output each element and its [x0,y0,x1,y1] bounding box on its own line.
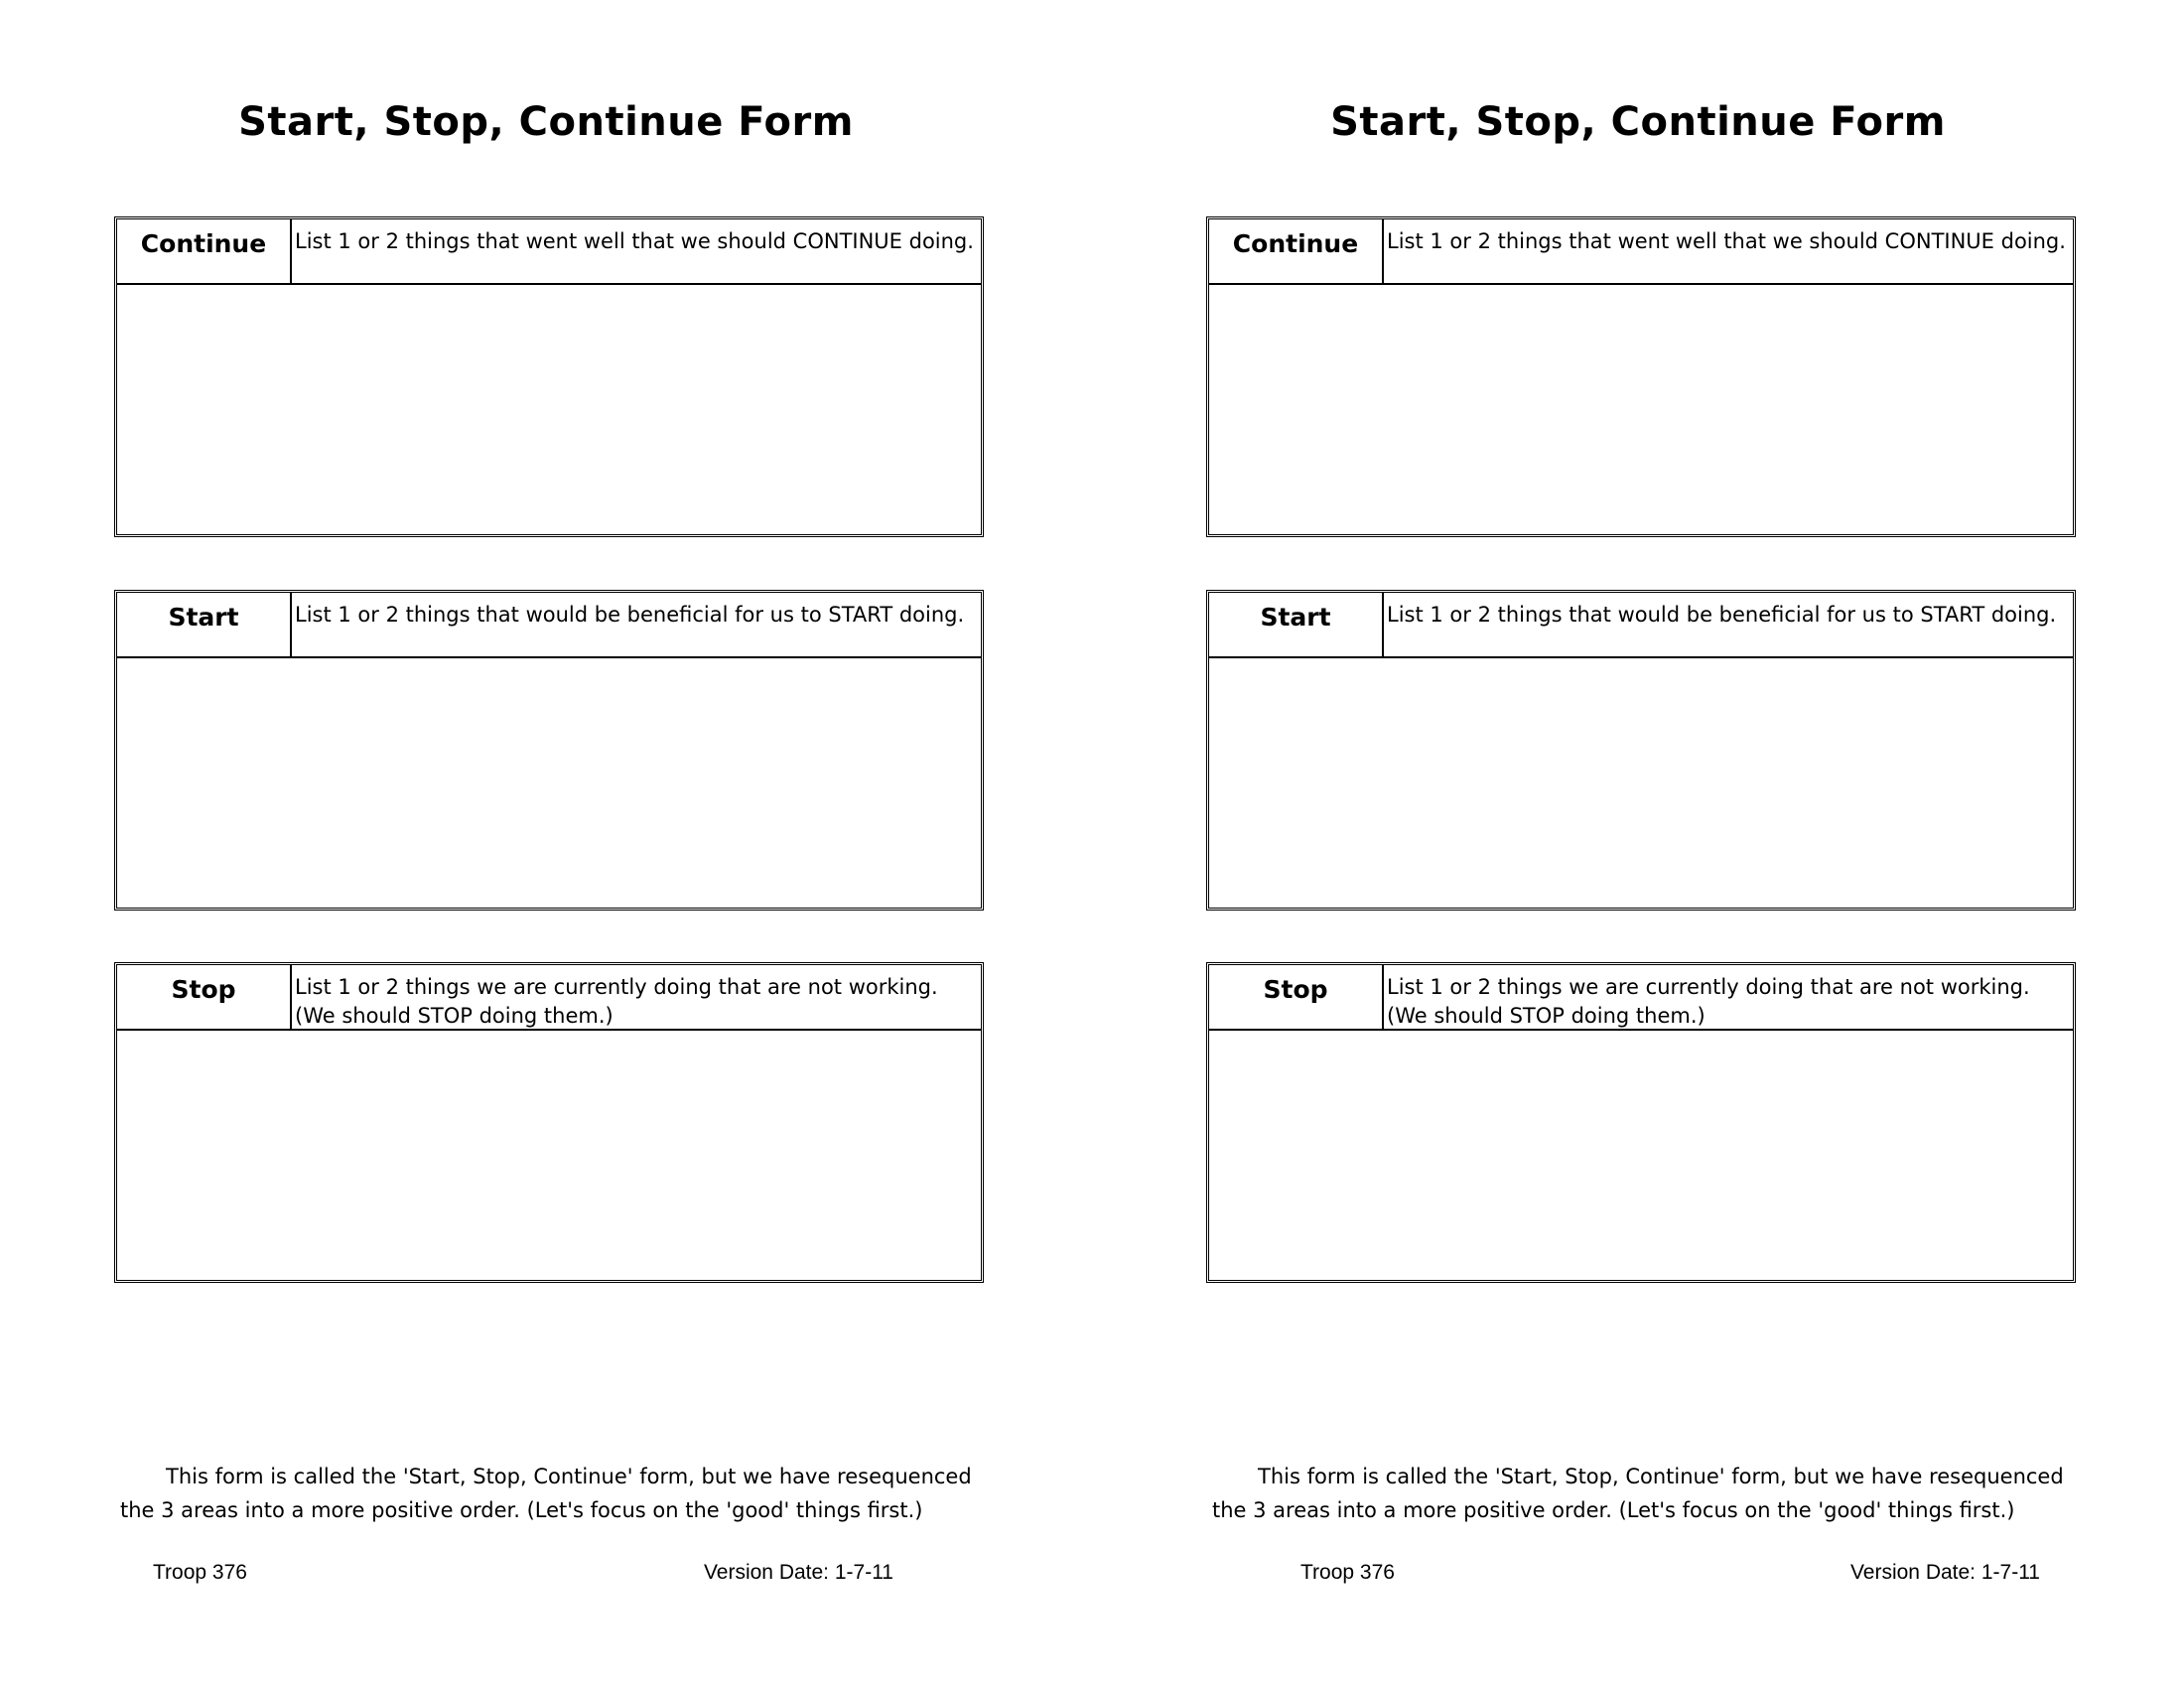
form-title: Start, Stop, Continue Form [238,99,854,145]
section-label: Continue [1209,219,1384,283]
section-header [1209,965,2073,1031]
stop-answer-area[interactable] [117,1031,981,1280]
section-prompt: List 1 or 2 things we are currently doing that are not working. (We should STOP doing them.) [1387,975,2030,1028]
start-answer-area[interactable] [1209,658,2073,908]
section-header [117,965,981,1031]
section-label: Continue [117,219,292,283]
section-prompt: List 1 or 2 things that would be beneficial for us to START doing. [1387,603,2057,627]
continue-answer-area[interactable] [1209,285,2073,534]
section-header [1209,593,2073,658]
continue-section [114,216,984,537]
section-header [117,593,981,658]
continue-answer-area[interactable] [117,285,981,534]
stop-section [114,962,984,1283]
section-label: Stop [117,965,292,1029]
stop-answer-area[interactable] [1209,1031,2073,1280]
section-label: Start [117,593,292,656]
form-note: This form is called the 'Start, Stop, Continue' form, but we have resequenced the 3 areas into a more positive order. (Let's focus on the 'good' things first.) [1212,1465,2064,1522]
footer-version-date: Version Date: 1-7-11 [1849,1561,2040,1584]
section-prompt: List 1 or 2 things that went well that we should CONTINUE doing. [295,229,974,253]
section-prompt: List 1 or 2 things that would be beneficial for us to START doing. [295,603,965,627]
section-header [1209,219,2073,285]
section-label: Start [1209,593,1384,656]
continue-section [1206,216,2076,537]
stop-section [1206,962,2076,1283]
section-prompt: List 1 or 2 things that went well that we should CONTINUE doing. [1387,229,2066,253]
start-answer-area[interactable] [117,658,981,908]
start-section [114,590,984,911]
footer-troop: Troop 376 [1300,1561,1395,1584]
start-section [1206,590,2076,911]
footer-version-date: Version Date: 1-7-11 [703,1561,893,1584]
form-note: This form is called the 'Start, Stop, Continue' form, but we have resequenced the 3 areas into a more positive order. (Let's focus on the 'good' things first.) [120,1465,972,1522]
footer-troop: Troop 376 [153,1561,247,1584]
form-right [1092,0,2184,1688]
form-title: Start, Stop, Continue Form [1330,99,1946,145]
section-label: Stop [1209,965,1384,1029]
section-prompt: List 1 or 2 things we are currently doing that are not working. (We should STOP doing them.) [295,975,938,1028]
section-header [117,219,981,285]
